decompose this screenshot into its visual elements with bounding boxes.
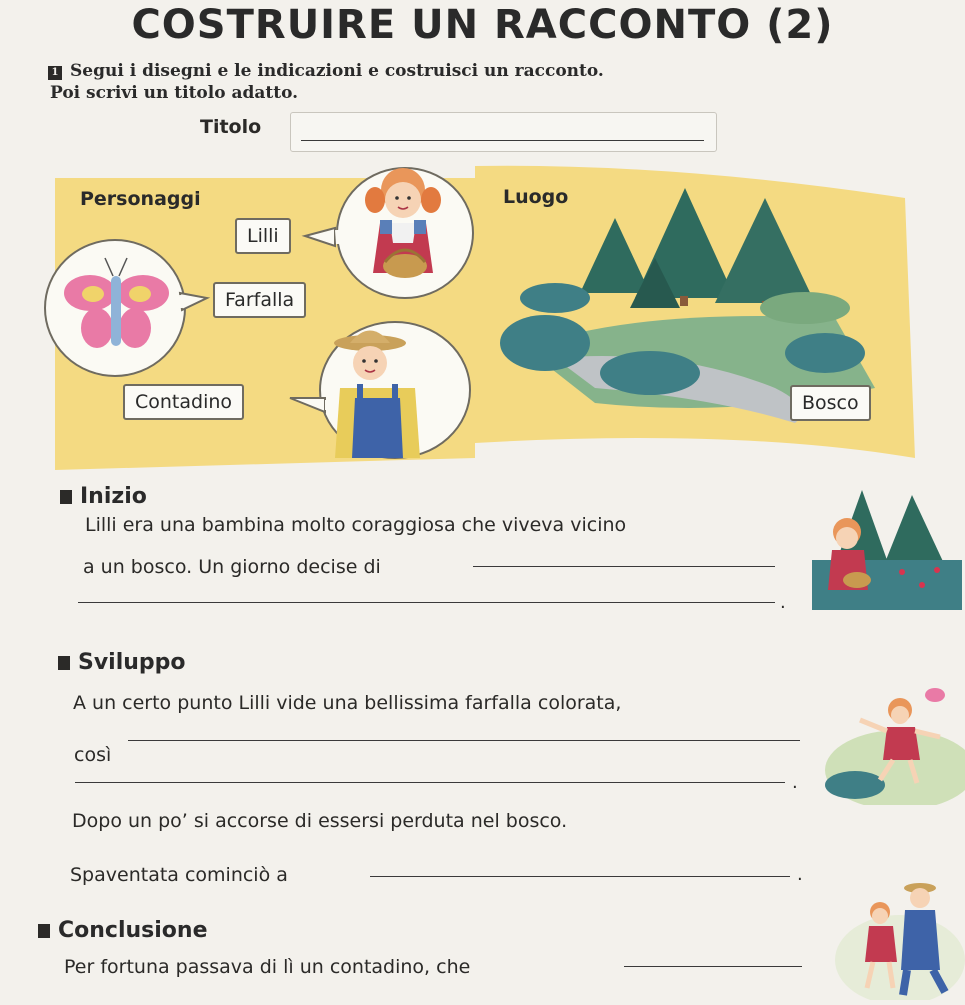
inizio-period: .: [780, 592, 786, 613]
titolo-answer-field[interactable]: [290, 112, 717, 152]
conclusione-marker-icon: [38, 924, 50, 938]
sviluppo-marker-icon: [58, 656, 70, 670]
character-chip-contadino: Contadino: [123, 384, 244, 420]
sviluppo-answer-line-1[interactable]: [128, 740, 800, 741]
exercise-number: 1: [48, 66, 62, 80]
inizio-line-2: a un bosco. Un giorno decise di: [83, 556, 381, 578]
inizio-line-1: Lilli era una bambina molto coraggiosa che viveva vicino: [85, 514, 627, 536]
sviluppo-line-2: così: [74, 744, 112, 766]
inizio-heading: Inizio: [60, 484, 147, 509]
inizio-answer-line-2[interactable]: [78, 602, 775, 603]
instruction-line-1: Segui i disegni e le indicazioni e costruisci un racconto.: [70, 61, 604, 81]
sviluppo-period-2: .: [797, 864, 803, 885]
place-chip-bosco: Bosco: [790, 385, 871, 421]
luogo-heading: Luogo: [503, 186, 569, 208]
character-chip-lilli: Lilli: [235, 218, 291, 254]
inizio-marker-icon: [60, 490, 72, 504]
personaggi-heading: Personaggi: [80, 188, 201, 210]
sviluppo-answer-line-3[interactable]: [370, 876, 790, 877]
page-title: COSTRUIRE UN RACCONTO (2): [131, 2, 834, 48]
story-scheme-panel: [35, 158, 915, 478]
inizio-answer-line-1[interactable]: [473, 566, 775, 567]
conclusione-line-1: Per fortuna passava di lì un contadino, che: [64, 956, 471, 978]
character-chip-farfalla: Farfalla: [213, 282, 306, 318]
conclusione-answer-line-1[interactable]: [624, 966, 802, 967]
sviluppo-line-3: Dopo un po’ si accorse di essersi perduta nel bosco.: [72, 810, 568, 832]
instruction-line-2: Poi scrivi un titolo adatto.: [50, 83, 299, 103]
sviluppo-line-1: A un certo punto Lilli vide una bellissima farfalla colorata,: [73, 692, 622, 714]
sviluppo-line-4: Spaventata cominciò a: [70, 864, 288, 886]
titolo-label: Titolo: [200, 116, 262, 138]
conclusione-heading: Conclusione: [38, 918, 208, 943]
conclusione-illustration: [835, 870, 965, 1000]
sviluppo-illustration: [825, 675, 965, 805]
sviluppo-period: .: [792, 772, 798, 793]
sviluppo-answer-line-2[interactable]: [75, 782, 785, 783]
exercise-instruction: [48, 60, 604, 104]
titolo-answer-line: [301, 140, 704, 141]
sviluppo-heading: Sviluppo: [58, 650, 186, 675]
inizio-illustration: [812, 490, 962, 610]
